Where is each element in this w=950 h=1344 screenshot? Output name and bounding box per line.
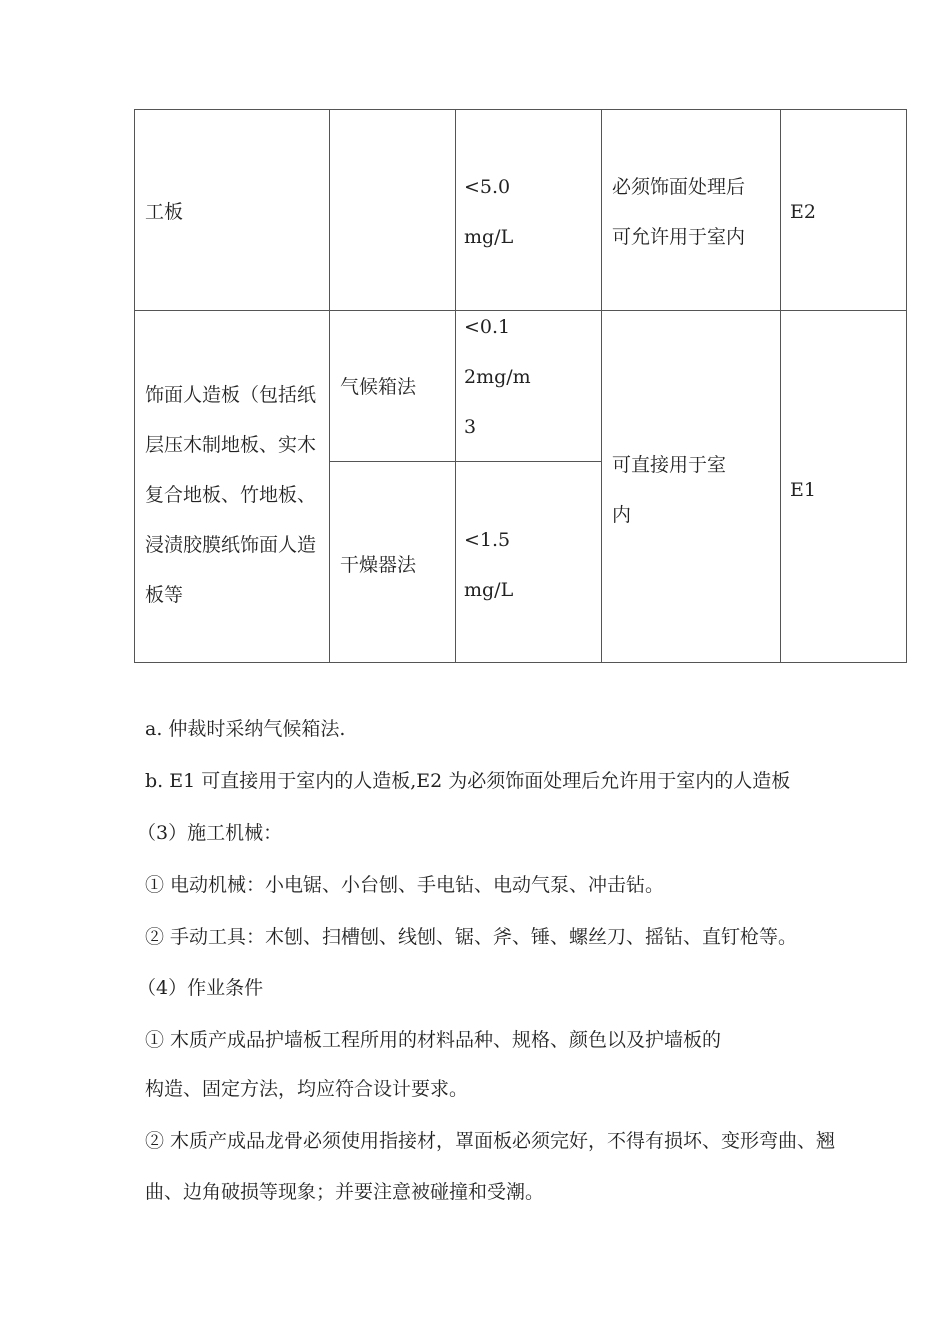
row2-usage-line: 可直接用于室 (612, 454, 727, 476)
row2-limit-b-line: <1.5 (464, 529, 511, 551)
section4-item2-line2: 曲、边角破损等现象；并要注意被碰撞和受潮。 (145, 1181, 545, 1203)
row1-usage-line1: 必须饰面处理后 (612, 176, 746, 198)
section4-item1-line1: ① 木质产成品护墙板工程所用的材料品种、规格、颜色以及护墙板的 (145, 1029, 722, 1051)
section4-heading: （4）作业条件 (137, 977, 264, 999)
row2-product-line: 层压木制地板、实木 (145, 434, 317, 456)
table-col-divider-2 (455, 109, 456, 663)
row2-usage (612, 440, 726, 540)
table-border-bottom (134, 662, 907, 663)
section3-item2: ② 手动工具：木刨、扫槽刨、线刨、锯、斧、锤、螺丝刀、摇钻、直钉枪等。 (145, 926, 798, 948)
table-col-divider-3 (601, 109, 602, 663)
row2-usage-line: 内 (612, 504, 632, 526)
row2-method-a: 气候箱法 (340, 376, 417, 398)
row2-product-line: 浸渍胶膜纸饰面人造 (145, 534, 317, 556)
note-a: a. 仲裁时采纳气候箱法. (145, 718, 346, 740)
table-border-right (906, 109, 907, 663)
section4-item2-line1: ② 木质产成品龙骨必须使用指接材，罩面板必须完好，不得有损坏、变形弯曲、翘 (145, 1130, 836, 1152)
table-col-divider-4 (780, 109, 781, 663)
note-b: b. E1 可直接用于室内的人造板,E2 为必须饰面处理后允许用于室内的人造板 (145, 770, 791, 792)
table-subrow-divider (329, 461, 602, 462)
row2-method-b: 干燥器法 (340, 554, 417, 576)
row2-limit-a-line: 2mg/m (464, 366, 531, 388)
section3-item1: ① 电动机械：小电锯、小台刨、手电钻、电动气泵、冲击钻。 (145, 874, 665, 896)
row2-product-line: 板等 (145, 584, 184, 606)
row2-product (145, 370, 316, 620)
row2-limit-a-line: <0.1 (464, 316, 511, 338)
table-border-top (134, 109, 907, 110)
row1-limit-line1: <5.0 (464, 176, 511, 198)
row1-limit-line2: mg/L (464, 226, 514, 248)
row2-limit-a (464, 302, 531, 452)
row2-limit-a-line: 3 (464, 416, 477, 438)
table-border-left (134, 109, 135, 663)
row1-usage (612, 162, 745, 262)
row2-limit-b-line: mg/L (464, 579, 514, 601)
row1-product: 工板 (145, 201, 184, 223)
row2-product-line: 饰面人造板（包括纸 (145, 384, 317, 406)
row1-grade: E2 (790, 201, 816, 223)
row2-product-line: 复合地板、竹地板、 (145, 484, 317, 506)
row1-limit (464, 162, 513, 262)
section4-item1-line2: 构造、固定方法，均应符合设计要求。 (145, 1078, 469, 1100)
table-col-divider-1 (329, 109, 330, 663)
row2-grade: E1 (790, 479, 816, 501)
row2-limit-b (464, 515, 513, 615)
section3-heading: （3）施工机械： (137, 822, 283, 844)
row1-usage-line2: 可允许用于室内 (612, 226, 746, 248)
